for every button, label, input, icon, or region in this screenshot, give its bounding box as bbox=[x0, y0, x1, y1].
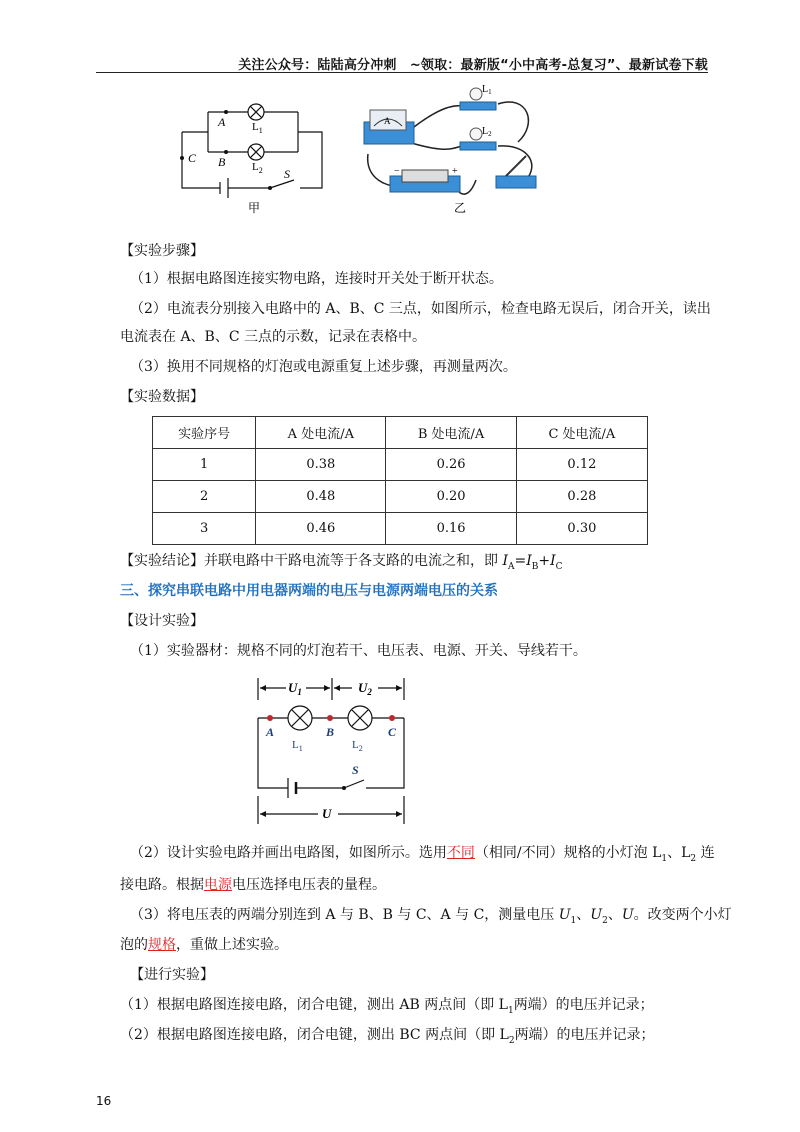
label-l2: $L_2$ bbox=[352, 739, 363, 753]
apparatus-illustration bbox=[358, 84, 554, 218]
label-l2: $L_2$ bbox=[252, 161, 263, 175]
col-header: 实验序号 bbox=[153, 417, 256, 449]
page-header bbox=[96, 50, 708, 73]
para-2a: （2）设计实验电路并画出电路图，如图所示。选用不同（相同/不同）规格的小灯泡 $L_1$、$L_2$ 连 bbox=[130, 845, 715, 864]
svg-text:+: + bbox=[452, 166, 458, 177]
parallel-circuit-diagram bbox=[170, 96, 340, 216]
table-cell: 0.26 bbox=[386, 449, 516, 481]
step-2a: （2）电流表分别接入电路中的 A、B、C 三点，如图所示，检查电路无误后，闭合开关，读出 bbox=[130, 301, 711, 317]
para-3a: （3）将电压表的两端分别连到 A 与 B、B 与 C、A 与 C，测量电压 $U_1$、$U_2$、U。改变两个小灯 bbox=[130, 907, 732, 926]
bulb-l2-icon bbox=[460, 126, 496, 150]
switch-icon bbox=[496, 156, 536, 188]
para-2b: 接电路。根据电源电压选择电压表的量程。 bbox=[120, 877, 386, 893]
label-u1: $U_1$ bbox=[288, 680, 302, 697]
table-cell: 0.20 bbox=[386, 481, 516, 513]
bulb-l1-icon bbox=[460, 84, 496, 110]
label-a: A bbox=[218, 115, 226, 129]
table-row bbox=[153, 513, 648, 545]
label-u: U bbox=[322, 806, 332, 821]
table-cell: 0.12 bbox=[516, 449, 647, 481]
caption-jia: 甲 bbox=[248, 201, 261, 215]
svg-text:L2: $L_2$ bbox=[482, 126, 492, 138]
table-cell: 3 bbox=[153, 513, 256, 545]
conduct-title: 【进行实验】 bbox=[130, 967, 214, 983]
steps-title: 【实验步骤】 bbox=[120, 243, 204, 259]
label-c: C bbox=[388, 725, 397, 739]
para-3b: 泡的规格，重做上述实验。 bbox=[120, 937, 288, 953]
table-row bbox=[153, 481, 648, 513]
label-s: S bbox=[352, 763, 359, 777]
label-c: C bbox=[188, 151, 197, 165]
conduct-2: （2）根据电路图连接电路，闭合电键，测出 BC 两点间（即 $L_2$两端）的电压并记录； bbox=[120, 1027, 655, 1046]
table-cell: 0.46 bbox=[256, 513, 386, 545]
table-cell: 1 bbox=[153, 449, 256, 481]
svg-text:L1: $L_1$ bbox=[482, 84, 492, 96]
data-title: 【实验数据】 bbox=[120, 389, 204, 405]
series-circuit-diagram bbox=[248, 672, 418, 826]
design-title: 【设计实验】 bbox=[120, 613, 204, 629]
label-b: B bbox=[218, 155, 226, 169]
design-1: （1）实验器材：规格不同的灯泡若干、电压表、电源、开关、导线若干。 bbox=[130, 643, 587, 659]
svg-text:A: A bbox=[384, 116, 391, 126]
battery-box-icon bbox=[390, 166, 460, 192]
label-b: B bbox=[326, 725, 335, 739]
section-3-title: 三、探究串联电路中用电器两端的电压与电源两端电压的关系 bbox=[120, 583, 498, 599]
ammeter-icon bbox=[364, 110, 414, 144]
table-cell: 0.28 bbox=[516, 481, 647, 513]
col-header: C 处电流/A bbox=[516, 417, 647, 449]
label-u2: $U_2$ bbox=[358, 680, 372, 697]
table-cell: 0.38 bbox=[256, 449, 386, 481]
step-2b: 电流表在 A、B、C 三点的示数，记录在表格中。 bbox=[120, 329, 427, 345]
label-l1: $L_1$ bbox=[252, 121, 263, 135]
conduct-1: （1）根据电路图连接电路，闭合电键，测出 AB 两点间（即 $L_1$两端）的电压并记录； bbox=[120, 997, 654, 1016]
svg-text:−: − bbox=[394, 166, 400, 177]
header-text: 关注公众号：陆陆高分冲刺 ~领取：最新版“小中高考-总复习”、最新试卷下载 bbox=[238, 58, 708, 73]
conclusion: 【实验结论】并联电路中干路电流等于各支路的电流之和，即 $I_A=I_B+I_C$ bbox=[120, 553, 563, 572]
step-1: （1）根据电路图连接实物电路，连接时开关处于断开状态。 bbox=[130, 271, 503, 287]
table-cell: 0.48 bbox=[256, 481, 386, 513]
label-a: A bbox=[266, 725, 275, 739]
table-cell: 0.16 bbox=[386, 513, 516, 545]
caption-yi: 乙 bbox=[454, 201, 467, 215]
col-header: B 处电流/A bbox=[386, 417, 516, 449]
current-data-table bbox=[152, 416, 648, 545]
table-header-row bbox=[153, 417, 648, 449]
label-s: S bbox=[284, 167, 290, 181]
step-3: （3）换用不同规格的灯泡或电源重复上述步骤，再测量两次。 bbox=[130, 359, 517, 375]
label-l1: $L_1$ bbox=[292, 739, 303, 753]
page-number: 16 bbox=[96, 1094, 112, 1108]
table-cell: 2 bbox=[153, 481, 256, 513]
table-row bbox=[153, 449, 648, 481]
col-header: A 处电流/A bbox=[256, 417, 386, 449]
table-cell: 0.30 bbox=[516, 513, 647, 545]
